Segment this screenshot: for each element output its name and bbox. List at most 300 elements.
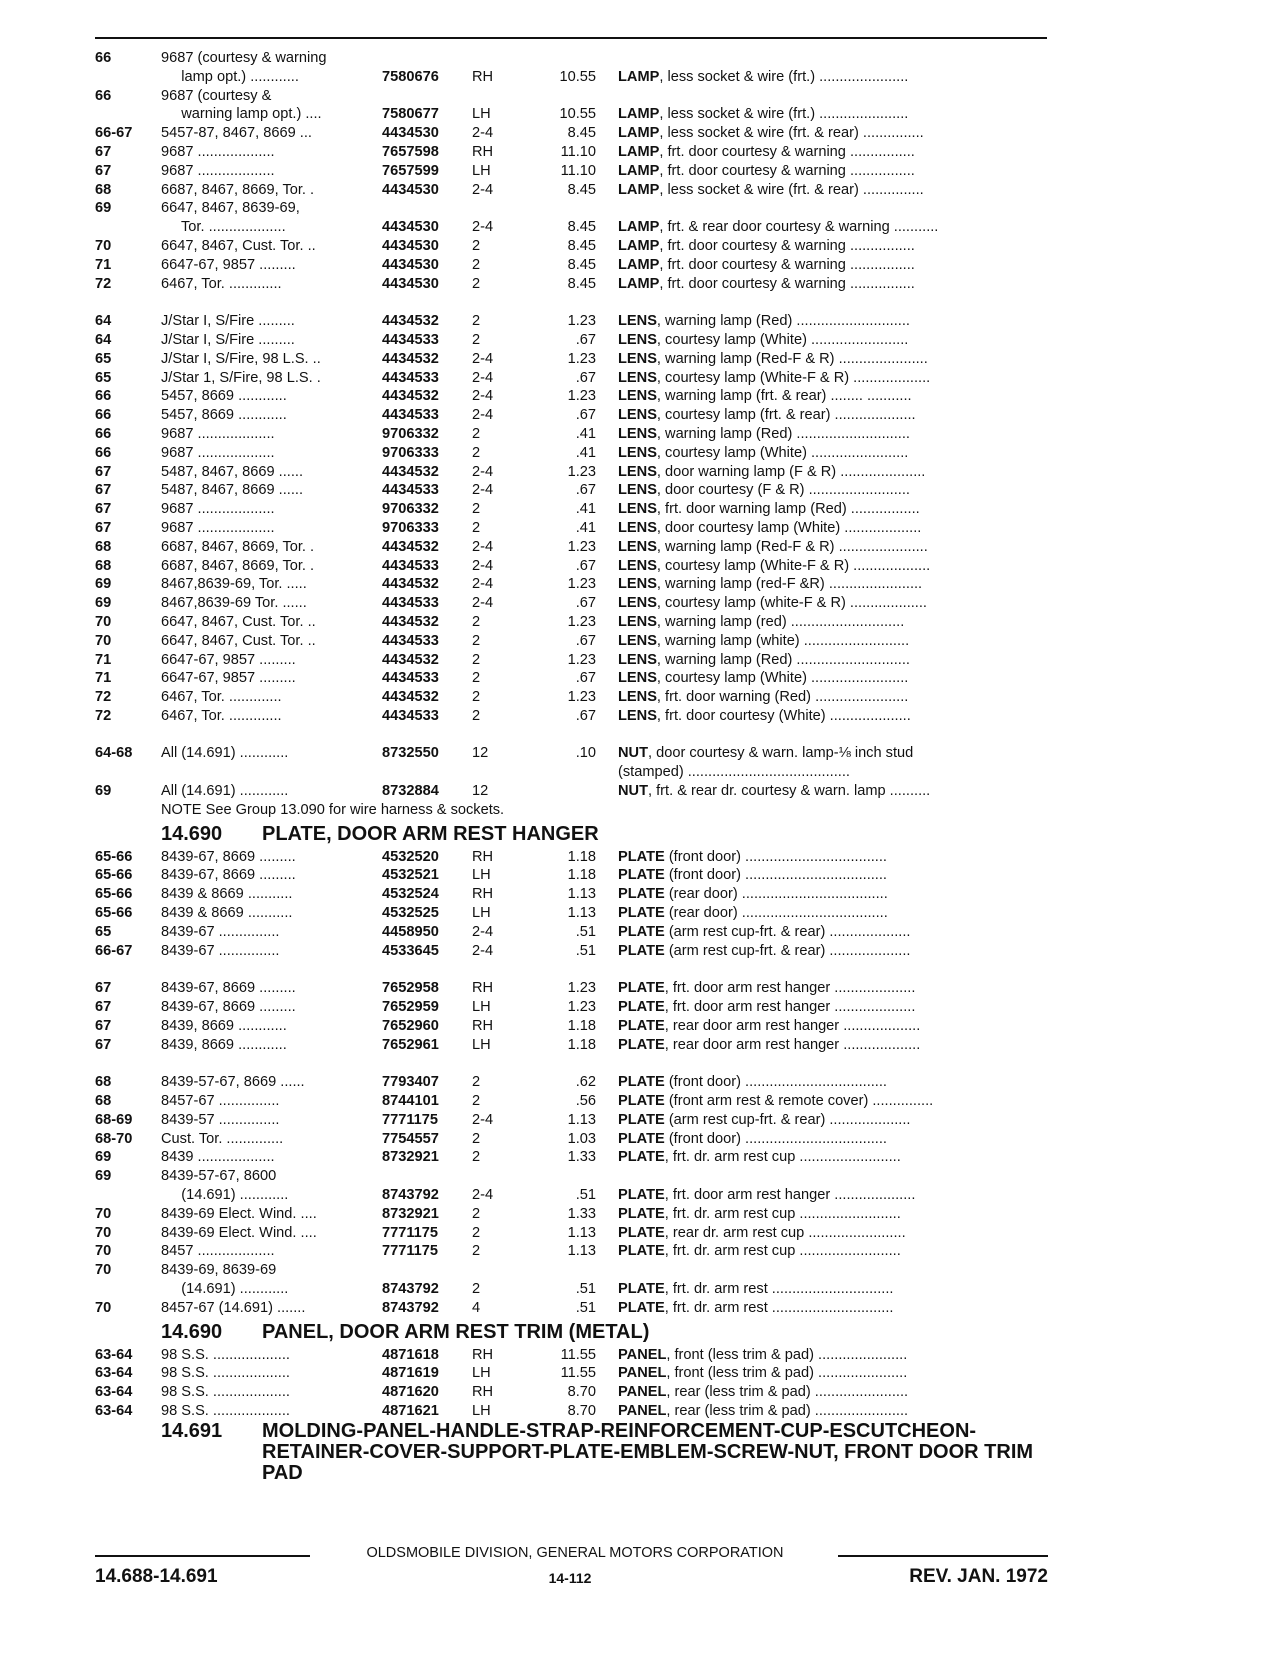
model-year: 65-66	[95, 905, 133, 922]
price: 1.13	[567, 886, 596, 903]
model-year: 68	[95, 1074, 112, 1091]
quantity: 2	[472, 275, 481, 292]
model-year: 68	[95, 181, 112, 198]
model-year: 72	[95, 689, 112, 706]
price: 8.45	[567, 256, 596, 273]
model-year: 63-64	[95, 1384, 133, 1401]
section-number: 14.690	[161, 1320, 223, 1343]
price: 8.45	[567, 219, 596, 236]
price: .51	[575, 1281, 596, 1297]
description	[618, 1299, 1048, 1318]
model-year: 66	[95, 87, 112, 104]
parts-list	[0, 49, 1281, 1491]
model-year: 70	[95, 1262, 112, 1279]
description-keyword: LENS	[618, 651, 657, 668]
part-number: 7771175	[382, 1243, 439, 1260]
part-number: 8732921	[382, 1149, 439, 1166]
description	[618, 444, 1048, 463]
description-keyword: LAMP	[618, 125, 660, 142]
application: 6467, Tor. .............	[161, 689, 282, 706]
description	[618, 575, 1048, 594]
quantity: LH	[472, 162, 491, 179]
description-text: (rear door) ....................................	[664, 886, 888, 903]
part-number: 4434533	[382, 557, 439, 574]
table-row	[0, 1299, 1281, 1318]
application: 8439-67 ...............	[161, 942, 280, 959]
description-keyword: PLATE	[618, 1299, 665, 1316]
part-number: 9706333	[382, 519, 439, 536]
model-year: 68	[95, 538, 112, 555]
spacer	[0, 293, 1281, 312]
price: .56	[575, 1093, 596, 1110]
table-row	[0, 87, 1281, 106]
application: 9687 (courtesy & warning	[161, 50, 327, 66]
description-text: , frt. door arm rest hanger ....................	[664, 1187, 916, 1204]
description-text: , less socket & wire (frt. & rear) ...............	[659, 125, 924, 142]
table-row	[0, 1036, 1281, 1055]
model-year: 70	[95, 632, 112, 649]
price: .67	[575, 369, 596, 386]
description-text: , warning lamp (red-F &R) .......................	[656, 576, 923, 593]
application: 5457, 8669 ............	[161, 388, 287, 405]
description-text: , frt. door courtesy & warning ................	[659, 143, 915, 160]
part-number: 4434533	[382, 482, 439, 499]
table-row	[0, 848, 1281, 867]
application: 9687 ...................	[161, 519, 275, 536]
price: 1.18	[567, 867, 596, 884]
description-text: , frt. door warning lamp (Red) .................	[656, 501, 920, 518]
note-row	[0, 801, 1281, 820]
price: 11.55	[560, 1346, 596, 1363]
price: .51	[575, 923, 596, 940]
description-keyword: LENS	[618, 407, 657, 424]
description-keyword: PLATE	[618, 1074, 665, 1091]
description	[618, 707, 1048, 726]
table-row	[0, 669, 1281, 688]
application: 8467,8639-69, Tor. .....	[161, 576, 307, 593]
price: .67	[575, 670, 596, 687]
model-year: 65-66	[95, 886, 133, 903]
part-number: 4871621	[382, 1402, 439, 1419]
description-keyword: LENS	[618, 313, 657, 330]
quantity: 2-4	[472, 463, 494, 480]
description	[618, 331, 1048, 350]
description-keyword: LENS	[618, 576, 657, 593]
application: 5457, 8669 ............	[161, 407, 287, 424]
model-year: 67	[95, 1017, 112, 1034]
model-year: 67	[95, 980, 112, 997]
description-text: (arm rest cup-frt. & rear) ....................	[664, 1111, 911, 1128]
description	[618, 763, 1048, 782]
quantity: RH	[472, 68, 494, 85]
table-row	[0, 425, 1281, 444]
part-number: 4434532	[382, 463, 439, 480]
description-keyword: LENS	[618, 463, 657, 480]
description-keyword: LENS	[618, 538, 657, 555]
section-title: PANEL, DOOR ARM REST TRIM (METAL)	[262, 1320, 650, 1343]
description-text: , warning lamp (frt. & rear) ........ ...........	[656, 388, 912, 405]
price: 8.45	[567, 275, 596, 292]
section-title: MOLDING-PANEL-HANDLE-STRAP-REINFORCEMENT-CUP-ESCUTCHEON-RETAINER-COVER-SUPPORT-PLATE-EMBLEM-SCREW-NUT, FRONT DOOR TRIM PAD	[262, 1419, 1034, 1484]
table-row	[0, 1205, 1281, 1224]
model-year: 65-66	[95, 848, 133, 865]
quantity: 2-4	[472, 369, 494, 386]
part-number: 4434532	[382, 313, 439, 330]
application: All (14.691) ............	[161, 745, 289, 762]
description	[618, 143, 1048, 162]
description	[618, 904, 1048, 923]
description	[618, 1205, 1048, 1224]
description-text: (front door) ...................................	[664, 867, 887, 884]
table-row	[0, 1383, 1281, 1402]
application: (14.691) ............	[161, 1281, 289, 1297]
description-text: , courtesy lamp (White) ........................	[656, 444, 909, 461]
description-text: (front arm rest & remote cover) ...............	[664, 1093, 934, 1110]
application: 5457-87, 8467, 8669 ...	[161, 125, 312, 142]
description-keyword: PLATE	[618, 923, 665, 940]
application: 9687 ...................	[161, 501, 275, 518]
price: 1.23	[567, 313, 596, 330]
application: 98 S.S. ...................	[161, 1346, 290, 1363]
description	[618, 1364, 1048, 1383]
model-year: 64-68	[95, 745, 133, 762]
part-number: 4532520	[382, 848, 439, 865]
price: .67	[575, 407, 596, 424]
quantity: 12	[472, 783, 489, 800]
price: 8.70	[567, 1384, 596, 1401]
table-row	[0, 256, 1281, 275]
part-number: 4434533	[382, 595, 439, 612]
quantity: 2	[472, 444, 481, 461]
quantity: 2	[472, 632, 481, 649]
quantity: 2	[472, 237, 481, 254]
application: 8439 & 8669 ...........	[161, 886, 293, 903]
price: 1.23	[567, 999, 596, 1016]
description	[618, 594, 1048, 613]
model-year: 65	[95, 923, 112, 940]
description	[618, 979, 1048, 998]
description	[618, 425, 1048, 444]
quantity: LH	[472, 867, 491, 884]
price: .51	[575, 1187, 596, 1204]
model-year: 63-64	[95, 1346, 133, 1363]
price: .41	[575, 501, 596, 518]
application: 8439-69 Elect. Wind. ....	[161, 1205, 317, 1222]
table-row	[0, 500, 1281, 519]
description-keyword: LAMP	[618, 219, 660, 236]
application: lamp opt.) ............	[161, 68, 299, 85]
quantity: LH	[472, 1402, 491, 1419]
description-keyword: LENS	[618, 557, 657, 574]
table-row	[0, 350, 1281, 369]
part-number: 4871618	[382, 1346, 439, 1363]
description-keyword: PLATE	[618, 1224, 665, 1241]
model-year: 67	[95, 482, 112, 499]
description-keyword: PLATE	[618, 848, 665, 865]
application: 8457-67 ...............	[161, 1093, 280, 1110]
description-text: , rear door arm rest hanger ...................	[664, 1017, 921, 1034]
price: .67	[575, 482, 596, 499]
spacer	[0, 960, 1281, 979]
price: .41	[575, 519, 596, 536]
section-title: PLATE, DOOR ARM REST HANGER	[262, 822, 599, 845]
description	[618, 557, 1048, 576]
description	[618, 500, 1048, 519]
model-year: 65	[95, 350, 112, 367]
description-text: , door courtesy (F & R) .........................	[656, 482, 910, 499]
price: 1.13	[567, 1111, 596, 1128]
description-text: , warning lamp (red) ............................	[656, 613, 905, 630]
description-keyword: LENS	[618, 707, 657, 724]
quantity: 2	[472, 256, 481, 273]
quantity: 2-4	[472, 181, 494, 198]
description-text: , courtesy lamp (frt. & rear) ....................	[656, 407, 916, 424]
quantity: 2-4	[472, 942, 494, 959]
application: 8439 & 8669 ...........	[161, 905, 293, 922]
part-number: 4434533	[382, 369, 439, 386]
description-text: , courtesy lamp (White) ........................	[656, 331, 909, 348]
price: 1.23	[567, 538, 596, 555]
description	[618, 406, 1048, 425]
part-number: 7793407	[382, 1074, 439, 1091]
price: 1.18	[567, 848, 596, 865]
quantity: LH	[472, 905, 491, 922]
quantity: 4	[472, 1299, 481, 1316]
price: 1.23	[567, 463, 596, 480]
quantity: LH	[472, 999, 491, 1016]
application: Cust. Tor. ..............	[161, 1130, 284, 1147]
description-text: , courtesy lamp (White) ........................	[656, 670, 909, 687]
description-text: , rear (less trim & pad) .......................	[666, 1384, 909, 1401]
part-number: 4434530	[382, 219, 439, 236]
description-keyword: PANEL	[618, 1346, 667, 1363]
part-number: 4871619	[382, 1365, 439, 1382]
part-number: 4434530	[382, 237, 439, 254]
quantity: 2	[472, 425, 481, 442]
application: 98 S.S. ...................	[161, 1365, 290, 1382]
table-row	[0, 744, 1281, 763]
description-keyword: PLATE	[618, 1130, 665, 1147]
application: 9687 ...................	[161, 444, 275, 461]
description-keyword: PLATE	[618, 1036, 665, 1053]
table-row	[0, 162, 1281, 181]
description-text: , warning lamp (Red-F & R) ......................	[656, 538, 928, 555]
price: 1.13	[567, 1224, 596, 1241]
description	[618, 218, 1048, 237]
model-year: 66-67	[95, 942, 133, 959]
application: 8439-69, 8639-69	[161, 1262, 277, 1279]
table-row	[0, 331, 1281, 350]
model-year: 63-64	[95, 1365, 133, 1382]
description	[618, 387, 1048, 406]
quantity: 2-4	[472, 219, 494, 236]
description	[618, 942, 1048, 961]
application: 6687, 8467, 8669, Tor. .	[161, 538, 315, 555]
model-year: 72	[95, 275, 112, 292]
application: 6687, 8467, 8669, Tor. .	[161, 181, 315, 198]
application: 8467,8639-69 Tor. ......	[161, 595, 307, 612]
section-number: 14.691	[161, 1419, 223, 1442]
table-row	[0, 237, 1281, 256]
price: 11.10	[560, 143, 596, 160]
description-text: , frt. door arm rest hanger ....................	[664, 980, 916, 997]
description	[618, 998, 1048, 1017]
table-row	[0, 763, 1281, 782]
price: 8.45	[567, 125, 596, 142]
quantity: RH	[472, 980, 494, 997]
description	[618, 463, 1048, 482]
quantity: LH	[472, 1365, 491, 1382]
footer-rule-right	[838, 1555, 1048, 1557]
application: 8439 ...................	[161, 1149, 275, 1166]
table-row	[0, 538, 1281, 557]
price: .10	[575, 745, 596, 762]
description-text: , less socket & wire (frt. & rear) ...............	[659, 181, 924, 198]
description	[618, 312, 1048, 331]
table-row	[0, 275, 1281, 294]
price: .67	[575, 557, 596, 574]
model-year: 68-70	[95, 1130, 133, 1147]
description	[618, 105, 1048, 124]
description	[618, 1242, 1048, 1261]
description-keyword: LENS	[618, 331, 657, 348]
footer-revision: REV. JAN. 1972	[909, 1566, 1048, 1587]
quantity: RH	[472, 1017, 494, 1034]
application: 6647, 8467, 8639-69,	[161, 200, 300, 217]
model-year: 65	[95, 369, 112, 386]
description-text: (rear door) ....................................	[664, 905, 888, 922]
price: 1.13	[567, 1243, 596, 1260]
table-row	[0, 444, 1281, 463]
quantity: 2	[472, 501, 481, 518]
quantity: 2	[472, 331, 481, 348]
part-number: 7652959	[382, 999, 439, 1016]
price: 1.23	[567, 350, 596, 367]
part-number: 7771175	[382, 1111, 439, 1128]
description	[618, 1402, 1048, 1421]
quantity: RH	[472, 1384, 494, 1401]
model-year: 70	[95, 1243, 112, 1260]
application: warning lamp opt.) ....	[161, 106, 322, 123]
description-keyword: LAMP	[618, 256, 660, 273]
application: 8439, 8669 ............	[161, 1036, 287, 1053]
description-text: , front (less trim & pad) ......................	[666, 1346, 908, 1363]
description	[618, 68, 1048, 87]
model-year: 69	[95, 595, 112, 612]
model-year: 63-64	[95, 1402, 133, 1419]
quantity: 2	[472, 1093, 481, 1110]
part-number: 7771175	[382, 1224, 439, 1241]
description-keyword: NUT	[618, 783, 648, 800]
description-keyword: LAMP	[618, 275, 660, 292]
model-year: 70	[95, 613, 112, 630]
application: 8439-67, 8669 .........	[161, 848, 296, 865]
description-text: , courtesy lamp (White-F & R) ...................	[656, 369, 931, 386]
description-text: , rear door arm rest hanger ...................	[664, 1036, 921, 1053]
note-text: NOTE See Group 13.090 for wire harness & sockets.	[161, 801, 505, 818]
table-row	[0, 105, 1281, 124]
quantity: 2	[472, 1074, 481, 1091]
description-text: , frt. door courtesy (White) ....................	[656, 707, 911, 724]
table-row	[0, 1186, 1281, 1205]
table-row	[0, 199, 1281, 218]
description-text: , front (less trim & pad) ......................	[666, 1365, 908, 1382]
description-keyword: LENS	[618, 425, 657, 442]
description	[618, 1383, 1048, 1402]
description-text: (front door) ...................................	[664, 848, 887, 865]
model-year: 67	[95, 999, 112, 1016]
model-year: 70	[95, 1224, 112, 1241]
description-text: , frt. door arm rest hanger ....................	[664, 999, 916, 1016]
quantity: 2-4	[472, 482, 494, 499]
model-year: 64	[95, 313, 112, 330]
part-number: 4434532	[382, 576, 439, 593]
description-text: (front door) ...................................	[664, 1130, 887, 1147]
description-keyword: PLATE	[618, 1243, 665, 1260]
description	[618, 669, 1048, 688]
description-keyword: LENS	[618, 369, 657, 386]
table-row	[0, 613, 1281, 632]
description	[618, 1073, 1048, 1092]
application: (14.691) ............	[161, 1187, 289, 1204]
spacer	[0, 726, 1281, 745]
application: 9687 ...................	[161, 425, 275, 442]
application: 98 S.S. ...................	[161, 1402, 290, 1419]
table-row	[0, 481, 1281, 500]
footer-page-number: 14-112	[548, 1570, 592, 1586]
description-keyword: LAMP	[618, 106, 660, 123]
part-number: 8744101	[382, 1093, 439, 1110]
table-row	[0, 1364, 1281, 1383]
description-keyword: LENS	[618, 519, 657, 536]
footer-division: OLDSMOBILE DIVISION, GENERAL MOTORS CORPORATION	[366, 1545, 784, 1561]
description-keyword: PLATE	[618, 905, 665, 922]
price: 1.03	[567, 1130, 596, 1147]
model-year: 66	[95, 50, 112, 66]
model-year: 67	[95, 501, 112, 518]
model-year: 70	[95, 237, 112, 254]
description	[618, 1148, 1048, 1167]
model-year: 70	[95, 1205, 112, 1222]
table-row	[0, 218, 1281, 237]
description-keyword: PLATE	[618, 942, 665, 959]
quantity: LH	[472, 1036, 491, 1053]
description-keyword: LAMP	[618, 68, 660, 85]
table-row	[0, 688, 1281, 707]
description-text: , warning lamp (Red) ............................	[656, 651, 910, 668]
application: 8457-67 (14.691) .......	[161, 1299, 306, 1316]
description-text: , less socket & wire (frt.) ......................	[659, 68, 909, 85]
description	[618, 124, 1048, 143]
price: 11.55	[560, 1365, 596, 1382]
part-number: 4532525	[382, 905, 439, 922]
description-keyword: PLATE	[618, 1149, 665, 1166]
model-year: 66	[95, 388, 112, 405]
quantity: 2-4	[472, 407, 494, 424]
application: 98 S.S. ...................	[161, 1384, 290, 1401]
model-year: 66	[95, 407, 112, 424]
part-number: 7657599	[382, 162, 439, 179]
application: 9687 (courtesy &	[161, 87, 272, 104]
part-number: 7652961	[382, 1036, 439, 1053]
description	[618, 1111, 1048, 1130]
table-row	[0, 1167, 1281, 1186]
part-number: 4434530	[382, 181, 439, 198]
description-text: , rear (less trim & pad) .......................	[666, 1402, 909, 1419]
application: 5487, 8467, 8669 ......	[161, 463, 303, 480]
part-number: 4434533	[382, 632, 439, 649]
model-year: 68	[95, 1093, 112, 1110]
